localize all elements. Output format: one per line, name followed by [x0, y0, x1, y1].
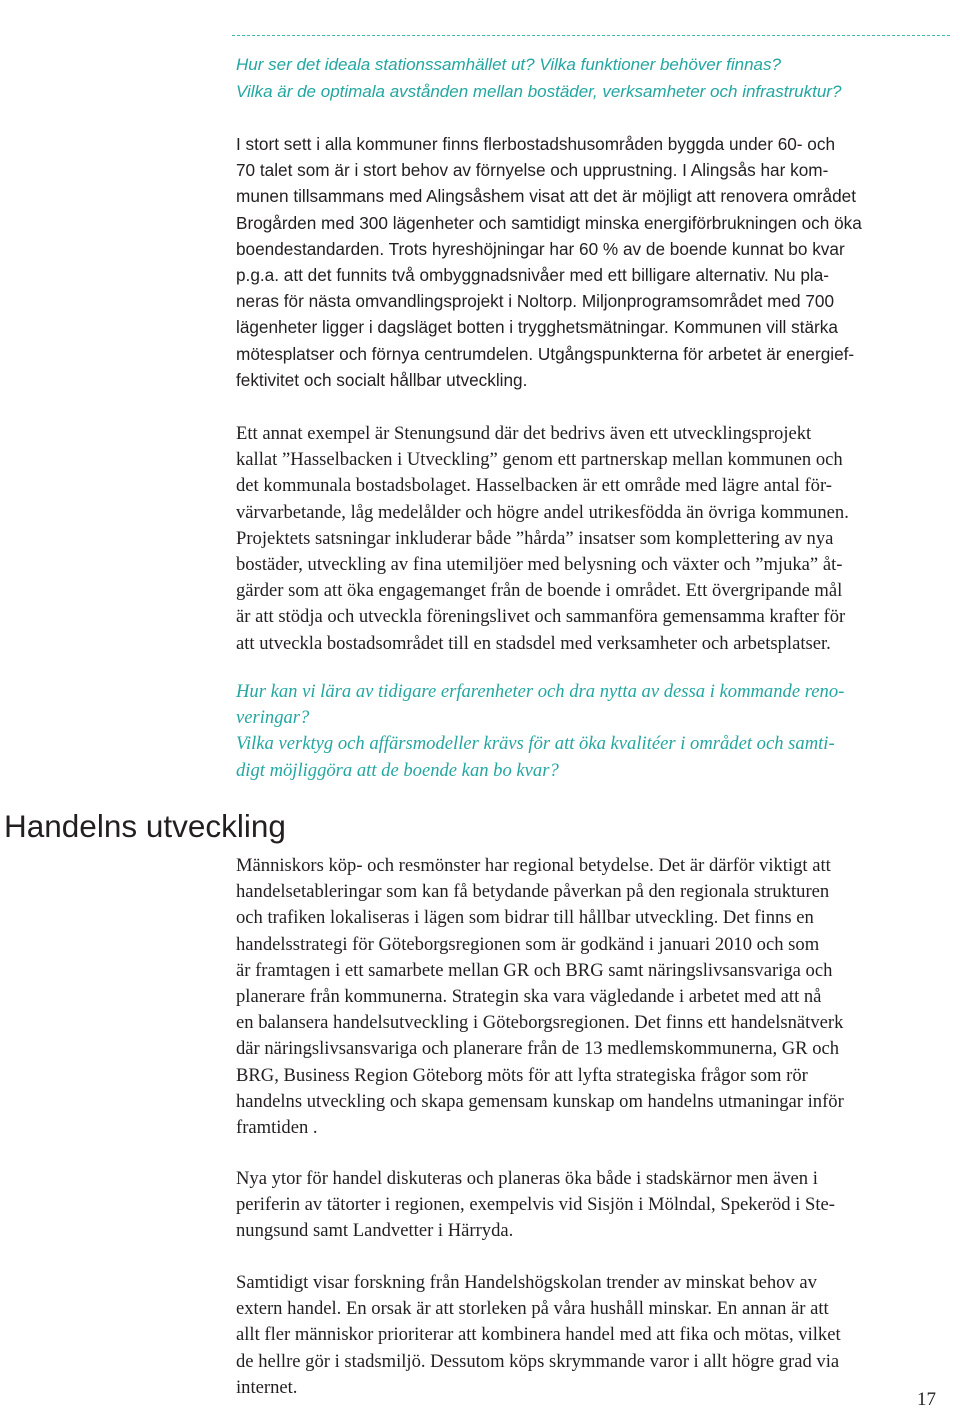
text-line: där näringslivsansvariga och planerare från de 13 medlemskommunerna, GR och: [236, 1038, 840, 1060]
text-line: planerare från kommunerna. Strategin ska vara vägledande i arbetet med att nå: [236, 986, 822, 1008]
question-line: Vilka verktyg och affärsmodeller krävs för att öka kvalitéer i området och samti-: [236, 733, 835, 755]
text-line: bostäder, utveckling av fina utemiljöer med belysning och växter och ”mjuka” åt-: [236, 554, 843, 576]
text-line: handelns utveckling och skapa gemensam kunskap om handelns utmaningar inför: [236, 1090, 844, 1112]
text-line: är framtagen i ett samarbete mellan GR och BRG samt näringslivsansvariga och: [236, 959, 833, 981]
text-line: gärder som att öka engagemanget från de boende i området. Ett övergripande mål: [236, 580, 843, 602]
question-line: Vilka är de optimala avstånden mellan bostäder, verksamheter och infrastruktur?: [236, 81, 842, 101]
text-line: framtiden .: [236, 1117, 318, 1139]
paragraph-alingsas: [236, 131, 952, 393]
question-line: Hur ser det ideala stationssamhället ut? Vilka funktioner behöver finnas?: [236, 55, 781, 74]
text-line: det kommunala bostadsbolaget. Hasselbacken är ett område med lägre antal för-: [236, 475, 832, 497]
paragraph-handel-regional: [236, 853, 952, 1141]
text-line: Samtidigt visar forskning från Handelshögskolan trender av minskat behov av: [236, 1272, 817, 1293]
text-line: munen tillsammans med Alingsåshem visat att det är möjligt att renovera området: [236, 186, 856, 207]
text-line: nungsund samt Landvetter i Härryda.: [236, 1220, 514, 1242]
question-line: Hur kan vi lära av tidigare erfarenheter och dra nytta av dessa i kommande reno-: [236, 681, 845, 702]
question-block-stationssamhalle: [236, 52, 946, 105]
text-line: periferin av tätorter i regionen, exempelvis vid Sisjön i Mölndal, Spekeröd i Ste-: [236, 1194, 835, 1216]
paragraph-nya-ytor: [236, 1166, 952, 1245]
text-line: extern handel. En orsak är att storleken på våra hushåll minskar. En annan är att: [236, 1298, 829, 1320]
question-block-renoveringar: [236, 679, 946, 784]
text-line: neras för nästa omvandlingsprojekt i Noltorp. Miljonprogramsområdet med 700: [236, 291, 835, 312]
text-line: en balansera handelsutveckling i Göteborgsregionen. Det finns ett handelsnätverk: [236, 1012, 844, 1034]
text-line: handelsetableringar som kan få betydande påverkan på den regionala strukturen: [236, 881, 830, 903]
question-line: digt möjliggöra att de boende kan bo kvar?: [236, 759, 559, 781]
text-line: Nya ytor för handel diskuteras och planeras öka både i stadskärnor men även i: [236, 1168, 818, 1189]
text-line: lägenheter ligger i dagsläget botten i trygghetsmätningar. Kommunen vill stärka: [236, 317, 838, 338]
text-line: 70 talet som är i stort behov av förnyelse och upprustning. I Alingsås har kom-: [236, 160, 829, 181]
paragraph-forskning: [236, 1270, 952, 1401]
text-line: BRG, Business Region Göteborg möts för att lyfta strategiska frågor som rör: [236, 1064, 808, 1086]
text-line: Projektets satsningar inkluderar både ”hårda” insatser som komplettering av nya: [236, 527, 834, 549]
text-line: Ett annat exempel är Stenungsund där det bedrivs även ett utvecklingsprojekt: [236, 423, 812, 444]
text-line: är att stödja och utveckla föreningslivet och sammanföra gemensamma krafter för: [236, 606, 846, 628]
text-line: handelsstrategi för Göteborgsregionen som är godkänd i januari 2010 och som: [236, 933, 820, 955]
text-line: Brogården med 300 lägenheter och samtidigt minska energiförbrukningen och öka: [236, 212, 862, 233]
text-line: fektivitet och socialt hållbar utveckling.: [236, 369, 528, 390]
text-line: värvarbetande, låg medelålder och högre andel utrikesfödda än övriga kommunen.: [236, 501, 849, 523]
text-line: allt fler människor prioriterar att kombinera handel med att fika och mötas, vilket: [236, 1324, 841, 1346]
text-line: och trafiken lokaliseras i lägen som bidrar till hållbar utveckling. Det finns en: [236, 907, 814, 929]
text-line: kallat ”Hasselbacken i Utveckling” genom ett partnerskap mellan kommunen och: [236, 449, 843, 471]
text-line: Människors köp- och resmönster har regional betydelse. Det är därför viktigt att: [236, 855, 831, 876]
text-line: att utveckla bostadsområdet till en stadsdel med verksamheter och arbetsplatser.: [236, 632, 831, 654]
text-line: I stort sett i alla kommuner finns flerbostadshusområden byggda under 60- och: [236, 134, 836, 154]
question-line: veringar?: [236, 707, 310, 729]
top-dashed-rule: [232, 35, 950, 36]
text-line: boendestandarden. Trots hyreshöjningar har 60 % av de boende kunnat bo kvar: [236, 238, 845, 259]
text-line: internet.: [236, 1376, 298, 1398]
paragraph-stenungsund: [236, 421, 952, 657]
text-line: mötesplatser och förnya centrumdelen. Utgångspunkterna för arbetet är energief-: [236, 343, 855, 364]
page-number: 17: [917, 1389, 936, 1410]
text-line: p.g.a. att det funnits två ombyggnadsnivåer med ett billigare alternativ. Nu pla-: [236, 265, 829, 286]
section-heading: Handelns utveckling: [4, 808, 286, 844]
text-line: de hellre gör i stadsmiljö. Dessutom köps skrymmande varor i allt högre grad via: [236, 1350, 840, 1372]
